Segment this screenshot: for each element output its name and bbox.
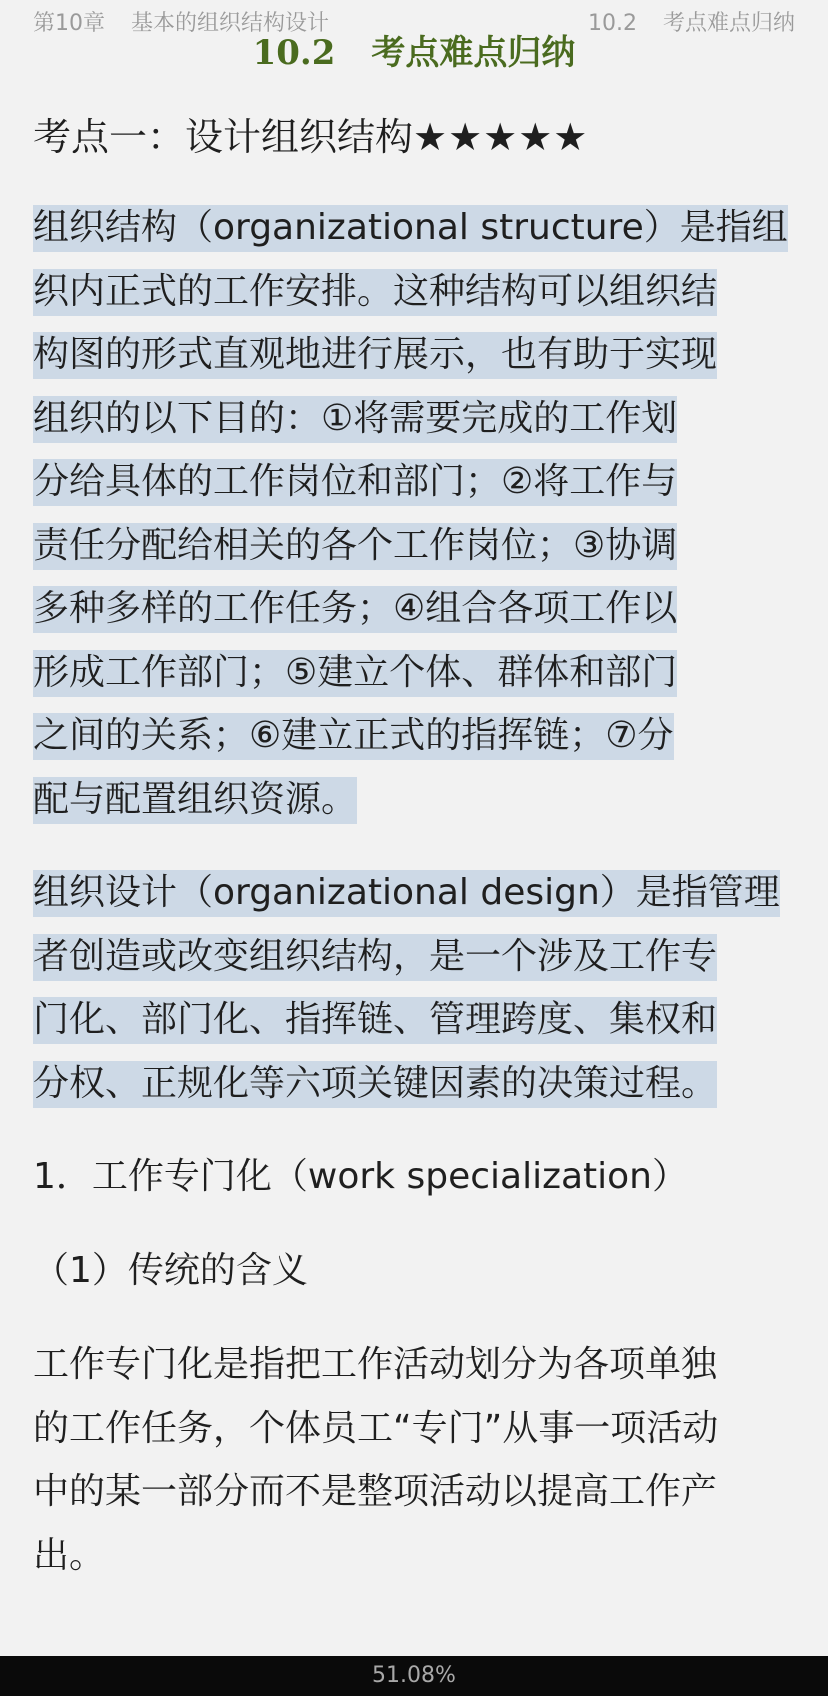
header-chapter-number: 第10章 (33, 10, 105, 36)
point-heading-label: 考点一：设计组织结构 (33, 115, 414, 159)
paragraph-work-specialization[interactable] (33, 1333, 795, 1587)
text-line: 之间的关系；⑥建立正式的指挥链；⑦分 (33, 704, 795, 768)
text-line: 组织结构（organizational structure）是指组 (33, 196, 795, 260)
header-chapter-title: 基本的组织结构设计 (131, 10, 330, 36)
section-title-number: 10.2 (252, 33, 336, 73)
subitem-heading-traditional-meaning: （1）传统的含义 (33, 1250, 308, 1291)
text-line: 出。 (33, 1534, 106, 1576)
header-section-name: 考点难点归纳 (662, 10, 795, 36)
text-line: 的工作任务，个体员工“专门”从事一项活动 (33, 1407, 719, 1449)
header-section-number: 10.2 (588, 10, 637, 36)
text-line: 者创造或改变组织结构，是一个涉及工作专 (33, 925, 795, 989)
page-content (33, 105, 795, 1587)
item-heading-work-specialization: 1．工作专门化（work specialization） (33, 1156, 688, 1197)
text-line: 组织设计（organizational design）是指管理 (33, 861, 795, 925)
paragraph-org-structure[interactable] (33, 196, 795, 831)
text-line: 工作专门化是指把工作活动划分为各项单独 (33, 1344, 718, 1385)
text-line: 中的某一部分而不是整项活动以提高工作产 (33, 1471, 718, 1512)
point-heading (33, 105, 795, 169)
reading-progress: 51.08% (0, 1656, 828, 1696)
star-rating: ★★★★★ (413, 115, 589, 159)
text-line: 分给具体的工作岗位和部门；②将工作与 (33, 450, 795, 514)
text-line: 门化、部门化、指挥链、管理跨度、集权和 (33, 988, 795, 1052)
text-line: 组织的以下目的：①将需要完成的工作划 (33, 387, 795, 451)
text-line: 多种多样的工作任务；④组合各项工作以 (33, 577, 795, 641)
section-title (0, 30, 828, 76)
text-line: 形成工作部门；⑤建立个体、群体和部门 (33, 641, 795, 705)
text-line: 责任分配给相关的各个工作岗位；③协调 (33, 514, 795, 578)
text-line: 分权、正规化等六项关键因素的决策过程。 (33, 1052, 795, 1116)
section-title-text: 考点难点归纳 (371, 33, 576, 73)
text-line: 配与配置组织资源。 (33, 768, 795, 832)
paragraph-org-design[interactable] (33, 861, 795, 1115)
text-line: 构图的形式直观地进行展示，也有助于实现 (33, 323, 795, 387)
text-line: 织内正式的工作安排。这种结构可以组织结 (33, 260, 795, 324)
